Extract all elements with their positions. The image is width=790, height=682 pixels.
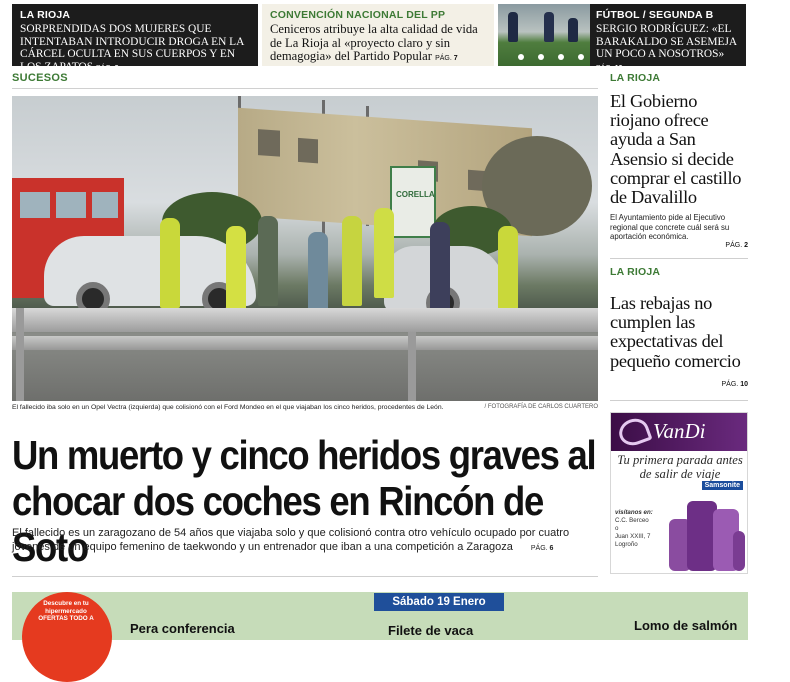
side-story-castle[interactable] <box>610 72 748 249</box>
side-section: LA RIOJA <box>610 266 661 278</box>
football-photo <box>498 4 590 66</box>
teaser-football[interactable] <box>498 4 746 72</box>
suitcases-image <box>667 497 747 573</box>
side-title: Las rebajas no cumplen las expectativas del pequeño comercio <box>610 293 741 371</box>
page-ref: PÁG. 2 <box>725 242 748 250</box>
vandi-ad[interactable] <box>610 412 748 574</box>
offer-badge: Descubre en tu hipermercado OFERTAS TODO A <box>22 592 112 682</box>
teaser-drugs-prison[interactable] <box>12 4 258 73</box>
ad-address: visítanos en: C.C. Berceo o Juan XXIII, 7 Logroño <box>615 509 653 548</box>
main-lead: El fallecido es un zaragozano de 54 años que viajaba solo y que colisionó contra otro vehículo ocupado por cuatro jóvenes de un equipo femenino de taekwondo y un entrenador que iban a una competición a Zaragoza PÁG. 6 <box>12 527 570 553</box>
photo-caption: El fallecido iba solo en un Opel Vectra (izquierda) que colisionó con el Ford Mondeo en el que viajaban los cinco heridos, procedentes de León. / FOTOGRAFÍA DE CARLOS CUARTERO <box>12 404 598 411</box>
promo-item: Pera conferencia <box>130 621 235 636</box>
divider <box>610 400 748 401</box>
ad-banner <box>611 413 747 451</box>
side-section: LA RIOJA <box>610 72 661 84</box>
ad-tagline: Tu primera parada antes de salir de viaje <box>617 453 743 481</box>
page-ref: PÁG. 19 <box>596 64 623 72</box>
samsonite-badge: Samsonite <box>702 481 743 490</box>
side-text: El Ayuntamiento pide al Ejecutivo regional que concrete cuál será su aportación económica. <box>610 213 730 242</box>
teaser-headline: Ceniceros atribuye la alta calidad de vida de La Rioja al «proyecto claro y sin demagogia» del Partido Popular PÁG. 7 <box>270 22 478 63</box>
corella-sign: CORELLA <box>390 166 436 238</box>
vandi-logo-icon <box>615 415 652 450</box>
page-ref: PÁG. 8 <box>95 64 119 72</box>
page-ref: PÁG. 6 <box>530 544 554 552</box>
divider <box>12 576 598 577</box>
page-ref: PÁG. 10 <box>721 380 748 388</box>
main-headline[interactable]: Un muerto y cinco heridos graves al chocar dos coches en Rincón de Soto <box>12 432 596 570</box>
promo-date: Sábado 19 Enero <box>374 593 504 611</box>
promo-item: Filete de vaca <box>388 623 474 638</box>
teaser-section: LA RIOJA <box>20 9 71 21</box>
side-story-sales[interactable] <box>610 266 748 388</box>
accident-photo[interactable] <box>12 96 598 401</box>
teaser-headline: SERGIO RODRÍGUEZ: «EL BARAKALDO SE ASEMEJA UN POCO A NOSOTROS» PÁG. 19 <box>596 23 737 72</box>
promo-item: Lomo de salmón <box>634 618 738 633</box>
ad-brand: VanDi <box>653 419 706 443</box>
teaser-section: FÚTBOL / SEGUNDA B <box>596 9 714 21</box>
divider <box>610 258 748 259</box>
teaser-headline: SORPRENDIDAS DOS MUJERES QUE INTENTABAN INTRODUCIR DROGA EN LA CÁRCEL OCULTA EN SUS CUERPOS Y EN LOS ZAPATOS PÁG. 8 <box>20 23 244 73</box>
teaser-section: CONVENCIÓN NACIONAL DEL PP <box>270 9 446 21</box>
section-label-sucesos: SUCESOS <box>12 72 598 89</box>
page-ref: PÁG. 7 <box>435 55 458 62</box>
side-title: El Gobierno riojano ofrece ayuda a San Asensio si decide comprar el castillo de Davalillo <box>610 91 742 208</box>
photo-credit: / FOTOGRAFÍA DE CARLOS CUARTERO <box>484 404 598 410</box>
supermarket-promo[interactable] <box>12 592 748 640</box>
teaser-pp-convention[interactable] <box>262 4 494 66</box>
